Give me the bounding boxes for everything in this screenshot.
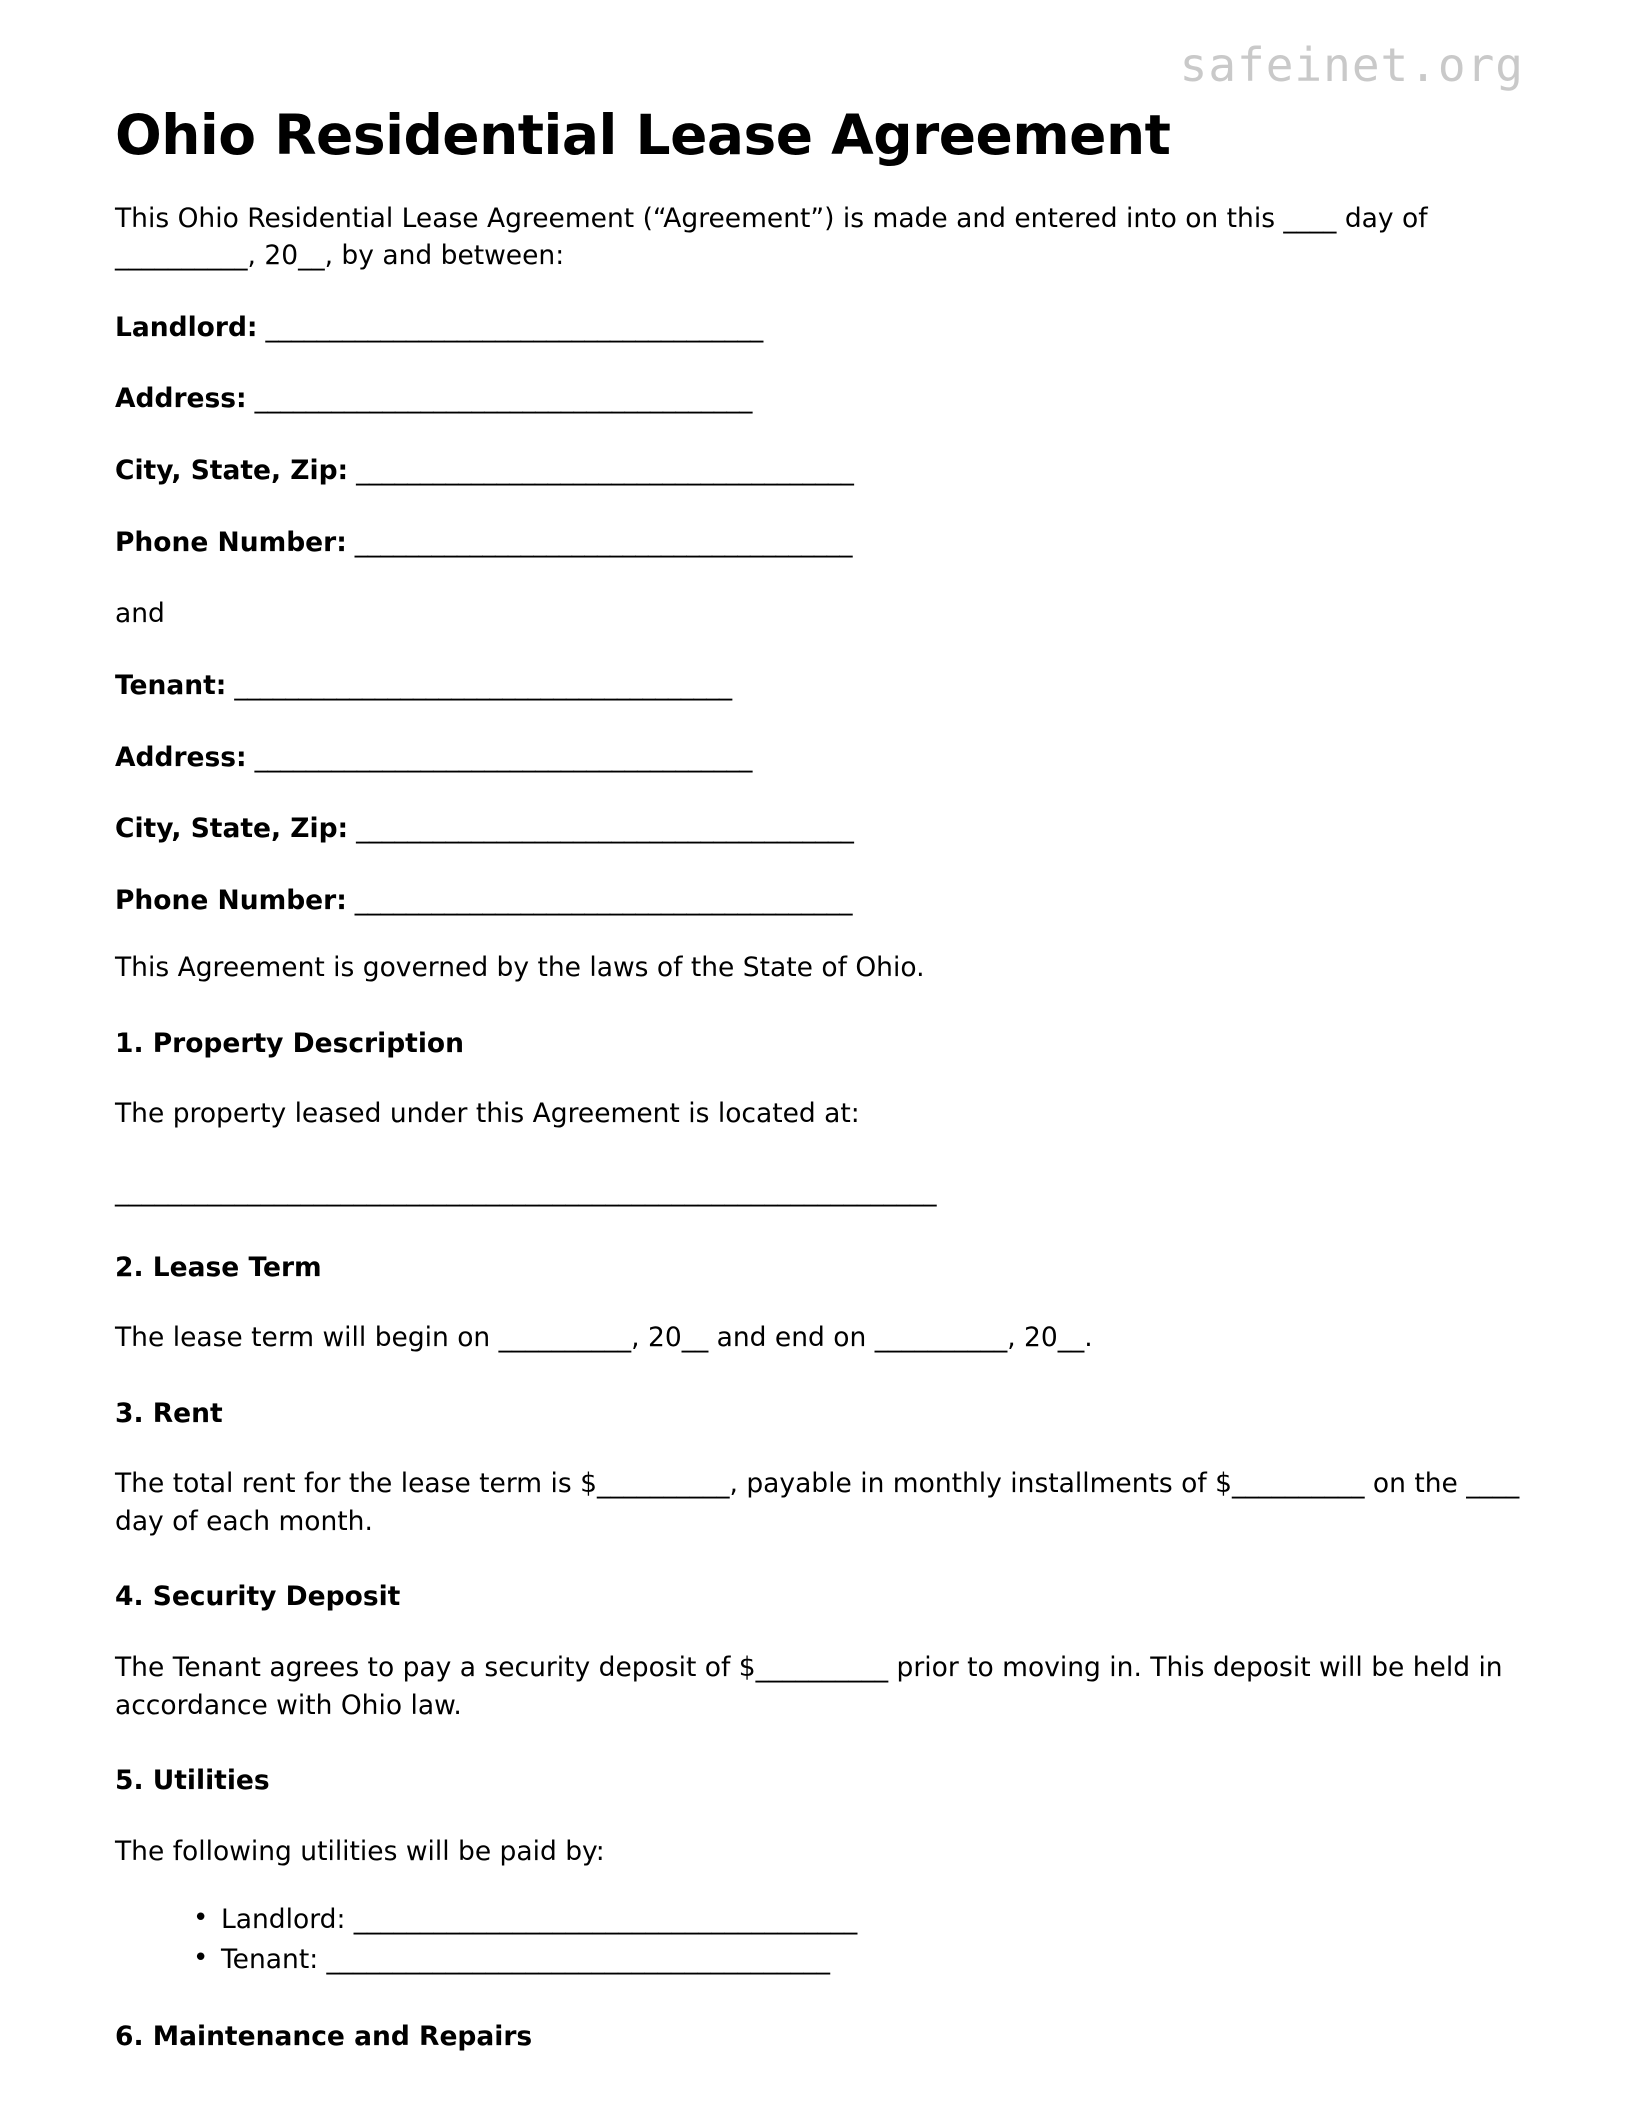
lease-term-body: The lease term will begin on __________, 20__ and end on __________, 20__. <box>115 1322 1093 1354</box>
utilities-list <box>115 1870 1529 1980</box>
security-deposit-body: The Tenant agrees to pay a security deposit of $__________ prior to moving in. This deposit will be held in accordance with Ohio law. <box>115 1651 1503 1721</box>
tenant-name-label: Tenant: <box>115 669 227 701</box>
landlord-city-field <box>115 418 1529 490</box>
tenant-city-label: City, State, Zip: <box>115 813 349 845</box>
tenant-address-blank: _______________________________________ <box>246 741 752 773</box>
landlord-phone-label: Phone Number: <box>115 526 347 558</box>
landlord-address-label: Address: <box>115 383 247 415</box>
list-item: • Landlord: ______________________________________ <box>193 1900 1529 1940</box>
tenant-phone-blank: _______________________________________ <box>346 884 853 916</box>
section-heading-rent: 3. Rent <box>115 1397 223 1429</box>
tenant-city-blank: _______________________________________ <box>348 813 854 845</box>
landlord-name-label: Landlord: <box>115 311 258 343</box>
property-description-body: The property leased under this Agreement is located at: <box>115 1098 860 1130</box>
page-title: Ohio Residential Lease Agreement <box>115 103 1171 167</box>
landlord-phone-blank: _______________________________________ <box>346 526 853 558</box>
landlord-address-blank: _______________________________________ <box>246 383 752 415</box>
parties-conjunction: and <box>115 598 165 630</box>
tenant-phone-field <box>115 848 1529 920</box>
tenant-city-field <box>115 776 1529 848</box>
utilities-body: The following utilities will be paid by: <box>115 1835 605 1867</box>
site-watermark: safeinet.org <box>1179 38 1524 92</box>
property-address-blank: ______________________________________________________________ <box>115 1176 937 1208</box>
tenant-address-label: Address: <box>115 741 247 773</box>
list-item: • Tenant: ______________________________________ <box>193 1940 1529 1980</box>
landlord-name-field <box>115 275 1529 347</box>
tenant-phone-label: Phone Number: <box>115 884 347 916</box>
landlord-name-blank: _______________________________________ <box>257 311 763 343</box>
governing-law-paragraph: This Agreement is governed by the laws of the State of Ohio. <box>115 952 925 984</box>
section-heading-property-description: 1. Property Description <box>115 1028 465 1059</box>
section-heading-security-deposit: 4. Security Deposit <box>115 1581 401 1613</box>
intro-paragraph: This Ohio Residential Lease Agreement (“Agreement”) is made and entered into on this ____ day of __________, 20__, by and between: <box>115 202 1428 272</box>
section-heading-utilities: 5. Utilities <box>115 1765 270 1797</box>
landlord-phone-field <box>115 490 1529 562</box>
tenant-name-field <box>115 633 1529 705</box>
section-heading-maintenance-and-repairs: 6. Maintenance and Repairs <box>115 2020 533 2052</box>
section-heading-lease-term: 2. Lease Term <box>115 1251 322 1283</box>
tenant-name-blank: _______________________________________ <box>226 669 732 701</box>
rent-body: The total rent for the lease term is $__________, payable in monthly installments of $__________ on the ____ day of each month. <box>115 1468 1520 1537</box>
tenant-address-field <box>115 705 1529 777</box>
landlord-address-field <box>115 346 1529 418</box>
landlord-city-label: City, State, Zip: <box>115 455 349 486</box>
landlord-city-blank: _______________________________________ <box>348 455 854 486</box>
